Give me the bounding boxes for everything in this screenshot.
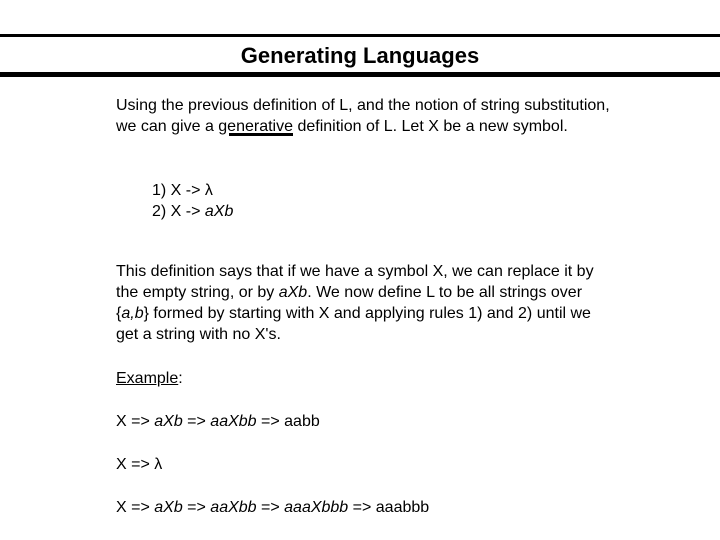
derivation-1 bbox=[116, 411, 320, 432]
derivation-3-f: aaaXbbb bbox=[284, 499, 349, 516]
derivation-3-c: => bbox=[182, 499, 211, 516]
definition-axb: aXb bbox=[278, 284, 308, 301]
derivation-3-d: aaXbb bbox=[210, 499, 257, 516]
rules-list bbox=[152, 180, 233, 222]
slide-title: Generating Languages bbox=[240, 43, 480, 68]
derivation-2-b: λ bbox=[154, 456, 163, 473]
derivation-3-b: aXb bbox=[154, 499, 183, 516]
example-label: Example bbox=[116, 370, 179, 387]
rule-2-prefix: 2) X -> bbox=[152, 203, 205, 220]
generative-term: generative bbox=[218, 118, 293, 135]
definition-text-1: This definition says that if we have a symbol X, we can replace it by the empty string, or by bbox=[116, 263, 594, 301]
title-underline-rule bbox=[0, 72, 720, 77]
derivation-3-a: X => bbox=[116, 499, 155, 516]
derivation-1-c: => bbox=[182, 413, 211, 430]
derivation-3-e: => bbox=[256, 499, 285, 516]
derivation-1-b: aXb bbox=[154, 413, 183, 430]
rule-2 bbox=[152, 201, 233, 222]
definition-paragraph bbox=[116, 261, 616, 345]
example-heading bbox=[116, 368, 183, 389]
definition-alphabet: a,b bbox=[121, 305, 144, 322]
example-colon: : bbox=[178, 370, 183, 387]
definition-text-2: . We now define L to be all strings over { bbox=[116, 284, 583, 322]
derivation-1-e: => aabb bbox=[256, 413, 320, 430]
derivation-2 bbox=[116, 454, 162, 475]
intro-paragraph bbox=[116, 95, 616, 137]
rule-1-rhs: λ bbox=[204, 182, 213, 199]
rule-1-prefix: 1) X -> bbox=[152, 182, 205, 199]
derivation-1-a: X => bbox=[116, 413, 155, 430]
top-rule bbox=[0, 34, 720, 37]
intro-text-start: Using the previous definition of L, and the notion of string substitution, we can give a bbox=[116, 97, 610, 135]
derivation-1-d: aaXbb bbox=[210, 413, 257, 430]
derivation-2-a: X => bbox=[116, 456, 155, 473]
intro-text-end: definition of L. Let X be a new symbol. bbox=[293, 118, 568, 135]
rule-1 bbox=[152, 180, 233, 201]
definition-text-3: } formed by starting with X and applying rules 1) and 2) until we get a string with no X's. bbox=[116, 305, 591, 343]
rule-2-rhs: aXb bbox=[204, 203, 234, 220]
derivation-3-g: => aaabbb bbox=[348, 499, 430, 516]
derivation-3 bbox=[116, 497, 429, 518]
